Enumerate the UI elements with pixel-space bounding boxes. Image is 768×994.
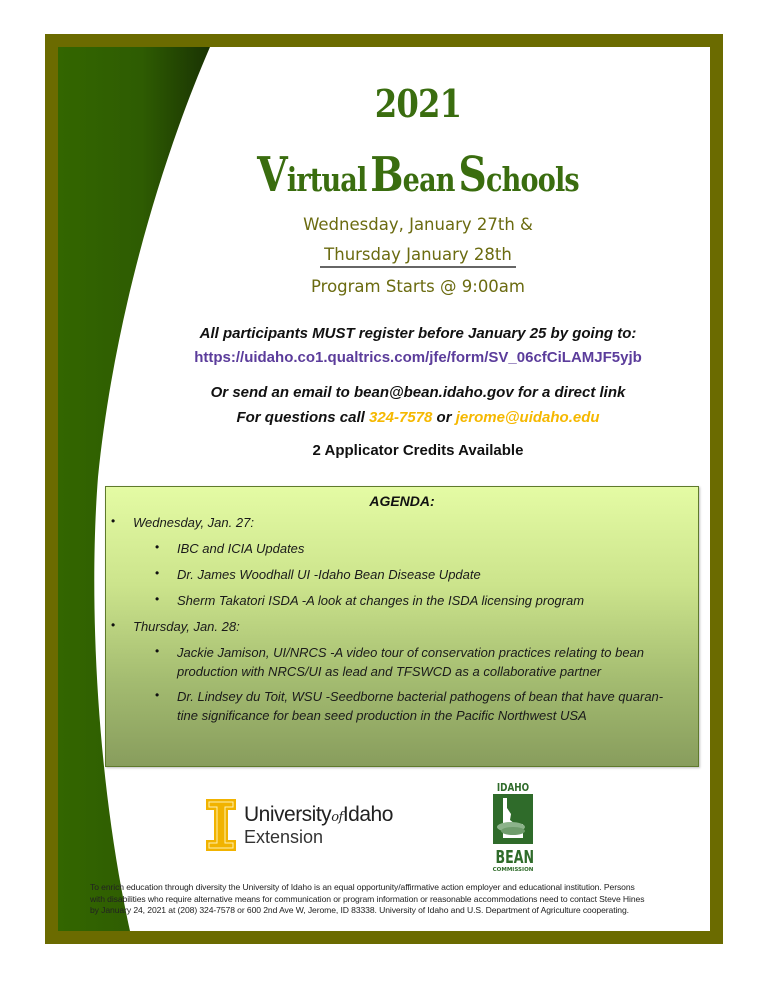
bullet-icon: •	[155, 688, 160, 702]
idaho-i-icon	[206, 799, 236, 851]
bean-logo-bottom-text: BEAN	[495, 847, 535, 868]
bullet-icon: •	[155, 592, 160, 606]
title-rest-schools: chools	[486, 160, 579, 199]
ui-logo-of: of	[331, 810, 343, 825]
ui-logo-university: University	[244, 803, 332, 826]
bullet-icon: •	[155, 566, 160, 580]
agenda-item: Dr. James Woodhall UI -Idaho Bean Disease Update	[177, 567, 481, 582]
bullet-icon: •	[155, 540, 160, 554]
date-line-1: Wednesday, January 27th &	[303, 215, 533, 234]
bullet-icon: •	[111, 514, 116, 528]
questions-line	[118, 409, 710, 426]
idaho-bean-commission-logo	[488, 781, 538, 881]
nondiscrimination-footer	[90, 882, 710, 917]
bean-logo-top-text: IDAHO	[496, 781, 530, 794]
ui-logo-name	[244, 803, 393, 827]
university-of-idaho-extension-logo	[206, 799, 416, 855]
agenda-box	[105, 486, 699, 767]
questions-prefix: For questions call	[236, 409, 369, 426]
title-rest-bean: ean	[402, 160, 455, 199]
registration-link[interactable]: https://uidaho.co1.qualtrics.com/jfe/form/SV_06cfCiLAMJF5yjb	[194, 349, 642, 366]
date-line-2-text: Thursday January 28th	[320, 245, 516, 268]
title-cap-b: B	[370, 147, 403, 203]
footer-line: by January 24, 2021 at (208) 324-7578 or 600 2nd Ave W, Jerome, ID 83338. University of Idaho and U.S. Department of Agriculture cooperating.	[90, 905, 629, 915]
agenda-title: AGENDA:	[369, 493, 435, 509]
title-cap-v: V	[257, 147, 287, 203]
date-line-2	[118, 245, 710, 268]
agenda-item-line: production with NRCS/UI as lead and TFSWCD as a collaborative partner	[177, 664, 602, 679]
agenda-day-thursday: Thursday, Jan. 28:	[133, 619, 240, 634]
contact-email-link[interactable]: jerome@uidaho.edu	[455, 409, 600, 426]
agenda-item-line: Dr. Lindsey du Toit, WSU -Seedborne bacterial pathogens of bean that have quaran-	[177, 689, 664, 704]
applicator-credits: 2 Applicator Credits Available	[312, 442, 524, 459]
idaho-state-bean-icon	[493, 794, 533, 844]
flyer-frame	[45, 34, 723, 944]
phone-number[interactable]: 324-7578	[368, 409, 433, 426]
bean-logo-commission-text: COMMISSION	[492, 867, 534, 873]
registration-notice: All participants MUST register before January 25 by going to:	[199, 325, 637, 342]
title-cap-s: S	[458, 147, 487, 203]
flyer-body	[58, 47, 710, 931]
agenda-item: Sherm Takatori ISDA -A look at changes in the ISDA licensing program	[177, 593, 585, 608]
title-rest-virtual: irtual	[286, 160, 367, 199]
ui-logo-idaho: Idaho	[342, 803, 393, 826]
agenda-item: IBC and ICIA Updates	[177, 541, 305, 556]
start-time: Program Starts @ 9:00am	[311, 277, 525, 296]
ui-logo-extension: Extension	[244, 827, 324, 847]
agenda-day-wednesday: Wednesday, Jan. 27:	[133, 515, 254, 530]
event-title	[172, 147, 664, 203]
agenda-item-line: tine significance for bean seed production in the Pacific Northwest USA	[177, 708, 587, 723]
questions-or: or	[432, 409, 456, 426]
agenda-item-line: Jackie Jamison, UI/NRCS -A video tour of conservation practices relating to bean	[177, 645, 645, 660]
email-instructions: Or send an email to bean@bean.idaho.gov for a direct link	[210, 384, 626, 401]
footer-line: with disabilities who require alternative means for communication or program information or reasonable accommodations need to contact Steve Hines	[90, 893, 645, 904]
bullet-icon: •	[155, 644, 160, 658]
footer-line: To enrich education through diversity the University of Idaho is an equal opportunity/affirmative action employer and educational institution. Persons	[90, 882, 635, 892]
event-year: 2021	[374, 81, 462, 126]
bullet-icon: •	[111, 618, 116, 632]
